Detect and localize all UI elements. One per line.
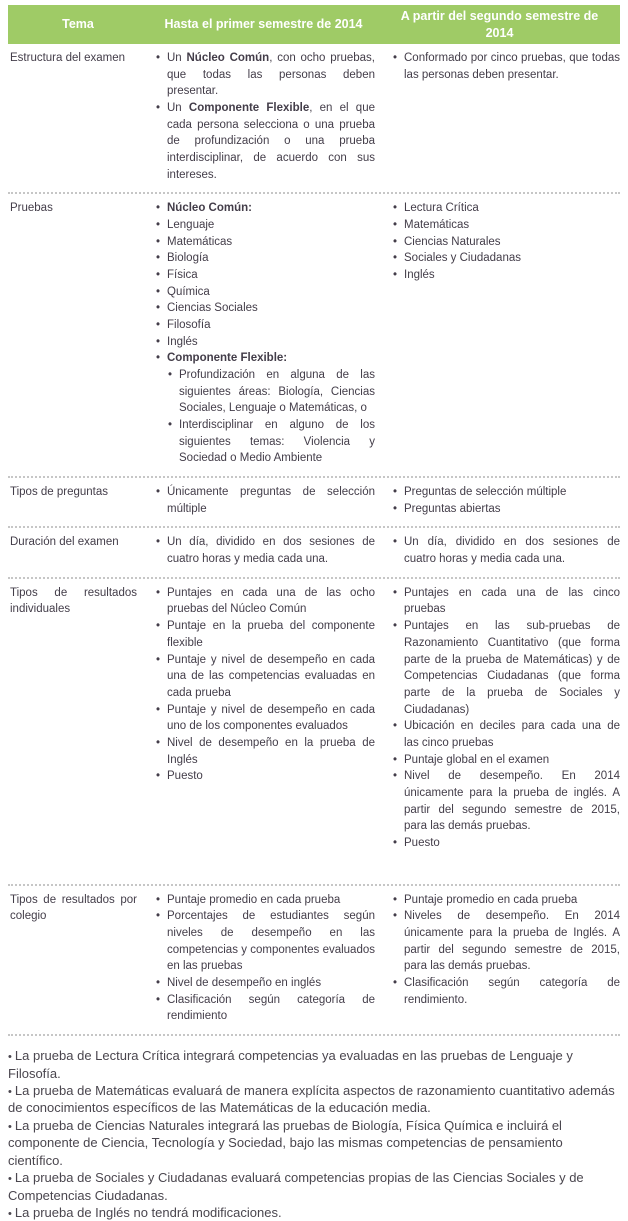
cell-before-2014 (148, 484, 379, 517)
list-item: • Nivel de desempeño en la prueba de Inglés (167, 735, 375, 768)
cell-after-2014 (379, 585, 620, 852)
list-item: • Puntaje promedio en cada prueba (167, 892, 375, 909)
bullet-list (385, 585, 620, 852)
cell-after-2014 (379, 50, 620, 183)
list-item: • Puesto (167, 768, 375, 785)
bullet-list (385, 534, 620, 567)
bullet-list (385, 200, 620, 283)
list-item: • La prueba de Sociales y Ciudadanas evaluará competencias propias de las Ciencias Sociales y de Competencias Ciudadanas. (8, 1169, 620, 1204)
cell-before-2014 (148, 534, 379, 567)
list-item: • Nivel de desempeño. En 2014 únicamente para la prueba de inglés. A partir del segundo semestre de 2015, para las demás pruebas. (404, 768, 620, 835)
list-item: • Química (167, 284, 375, 301)
list-item: • Profundización en alguna de las siguientes áreas: Biología, Ciencias Sociales, Lenguaje o Matemáticas, o (179, 367, 375, 417)
table-row-estructura-del-examen (8, 44, 620, 194)
cell-before-2014 (148, 50, 379, 183)
list-item: • Interdisciplinar en alguno de los siguientes temas: Violencia y Sociedad o Medio Ambiente (179, 417, 375, 467)
row-topic: Tipos de resultados individuales (10, 586, 137, 616)
bullet-list (148, 892, 375, 1025)
bullet-list (148, 585, 375, 785)
table-header-row (8, 5, 620, 44)
list-item: • Un Componente Flexible, en el que cada persona selecciona o una prueba de profundización o una prueba interdisciplinar, de acuerdo con sus intereses. (167, 100, 375, 183)
list-item: • Biología (167, 250, 375, 267)
list-item: • Porcentajes de estudiantes según niveles de desempeño en las competencias y componentes evaluados en las pruebas (167, 908, 375, 975)
list-item: • Inglés (404, 267, 620, 284)
list-item: • Un día, dividido en dos sesiones de cuatro horas y media cada una. (167, 534, 375, 567)
header-cell-before-2014: Hasta el primer semestre de 2014 (164, 17, 363, 32)
cell-after-2014 (379, 200, 620, 467)
footnote-list (8, 1047, 620, 1221)
list-item: • Un día, dividido en dos sesiones de cuatro horas y media cada una. (404, 534, 620, 567)
list-item: • Clasificación según categoría de rendimiento (167, 992, 375, 1025)
list-item: • Puntajes en las sub-pruebas de Razonamiento Cuantitativo (que forma parte de la prueba de Matemáticas) y de Competencias Ciudadanas (que forma parte de la prueba de Sociales y Ciudadanas) (404, 618, 620, 718)
list-item: • Física (167, 267, 375, 284)
row-topic: Estructura del examen (10, 52, 126, 64)
cell-before-2014 (148, 585, 379, 852)
bullet-list (148, 200, 375, 467)
list-item: • Ciencias Sociales (167, 300, 375, 317)
list-item: • Inglés (167, 334, 375, 351)
footnotes (8, 1047, 620, 1221)
cell-after-2014 (379, 484, 620, 517)
list-item: • Niveles de desempeño. En 2014 únicamente para la prueba de Inglés. A partir del segundo semestre de 2015, para las demás pruebas. (404, 908, 620, 975)
list-item: • Preguntas de selección múltiple (404, 484, 620, 501)
header-cell-after-2014: A partir del segundo semestre de 2014 (400, 9, 599, 40)
list-item: • La prueba de Inglés no tendrá modificaciones. (8, 1204, 620, 1221)
bullet-list (385, 892, 620, 1009)
list-item: • Componente Flexible: • Profundización en alguna de las siguientes áreas: Biología, Ciencias Sociales, Lenguaje o Matemáticas, o • Interdisciplinar en alguno de los siguientes temas: Violencia y Sociedad o Medio Ambiente (167, 350, 375, 467)
list-item: • Preguntas abiertas (404, 501, 620, 518)
bullet-list (385, 484, 620, 517)
list-item: • Puntaje global en el examen (404, 752, 620, 769)
header-cell-tema: Tema (62, 17, 94, 32)
list-item: • Únicamente preguntas de selección múltiple (167, 484, 375, 517)
list-item: • La prueba de Ciencias Naturales integrará las pruebas de Biología, Física Química e incluirá el componente de Ciencia, Tecnología y Sociedad, bajo las mismas competencias de pensamiento científico. (8, 1117, 620, 1169)
table-row-duracion-del-examen (8, 528, 620, 578)
list-item: • Clasificación según categoría de rendimiento. (404, 975, 620, 1008)
bullet-list (148, 50, 375, 183)
exam-comparison-table (8, 5, 620, 1221)
cell-after-2014 (379, 534, 620, 567)
table-row-tipos-de-preguntas (8, 478, 620, 528)
row-topic: Tipos de resultados por colegio (10, 893, 137, 923)
list-item: • Puntajes en cada una de las cinco pruebas (404, 585, 620, 618)
list-item: • Sociales y Ciudadanas (404, 250, 620, 267)
list-item: • Lectura Crítica (404, 200, 620, 217)
list-item: • Ubicación en deciles para cada una de las cinco pruebas (404, 718, 620, 751)
bullet-list (148, 534, 375, 567)
list-item: • Núcleo Común: (167, 200, 375, 217)
list-item: • Puntajes en cada una de las ocho pruebas del Núcleo Común (167, 585, 375, 618)
list-item: • Puesto (404, 835, 620, 852)
list-item: • Lenguaje (167, 217, 375, 234)
bullet-list (385, 50, 620, 83)
list-item: • Conformado por cinco pruebas, que todas las personas deben presentar. (404, 50, 620, 83)
sub-bullet-list (167, 367, 375, 467)
list-item: • Filosofía (167, 317, 375, 334)
table-row-tipos-de-resultados-individuales (8, 579, 620, 886)
cell-after-2014 (379, 892, 620, 1025)
list-item: • Puntaje promedio en cada prueba (404, 892, 620, 909)
list-item: • La prueba de Lectura Crítica integrará competencias ya evaluadas en las pruebas de Lenguaje y Filosofía. (8, 1047, 620, 1082)
list-item: • La prueba de Matemáticas evaluará de manera explícita aspectos de razonamiento cuantitativo además de conocimientos específicos de las Matemáticas de la educación media. (8, 1082, 620, 1117)
cell-before-2014 (148, 200, 379, 467)
list-item: • Ciencias Naturales (404, 234, 620, 251)
list-item: • Matemáticas (404, 217, 620, 234)
list-item: • Un Núcleo Común, con ocho pruebas, que todas las personas deben presentar. (167, 50, 375, 100)
bullet-list (148, 484, 375, 517)
list-item: • Puntaje y nivel de desempeño en cada uno de los componentes evaluados (167, 702, 375, 735)
row-topic: Tipos de preguntas (10, 486, 109, 499)
list-item: • Puntaje y nivel de desempeño en cada una de las competencias evaluadas en cada prueba (167, 652, 375, 702)
cell-before-2014 (148, 892, 379, 1025)
table-row-pruebas (8, 194, 620, 478)
list-item: • Puntaje en la prueba del componente flexible (167, 618, 375, 651)
table-row-tipos-de-resultados-por-colegio (8, 886, 620, 1036)
list-item: • Nivel de desempeño en inglés (167, 975, 375, 992)
row-topic: Pruebas (10, 202, 53, 215)
list-item: • Matemáticas (167, 234, 375, 251)
row-topic: Duración del examen (10, 536, 119, 549)
